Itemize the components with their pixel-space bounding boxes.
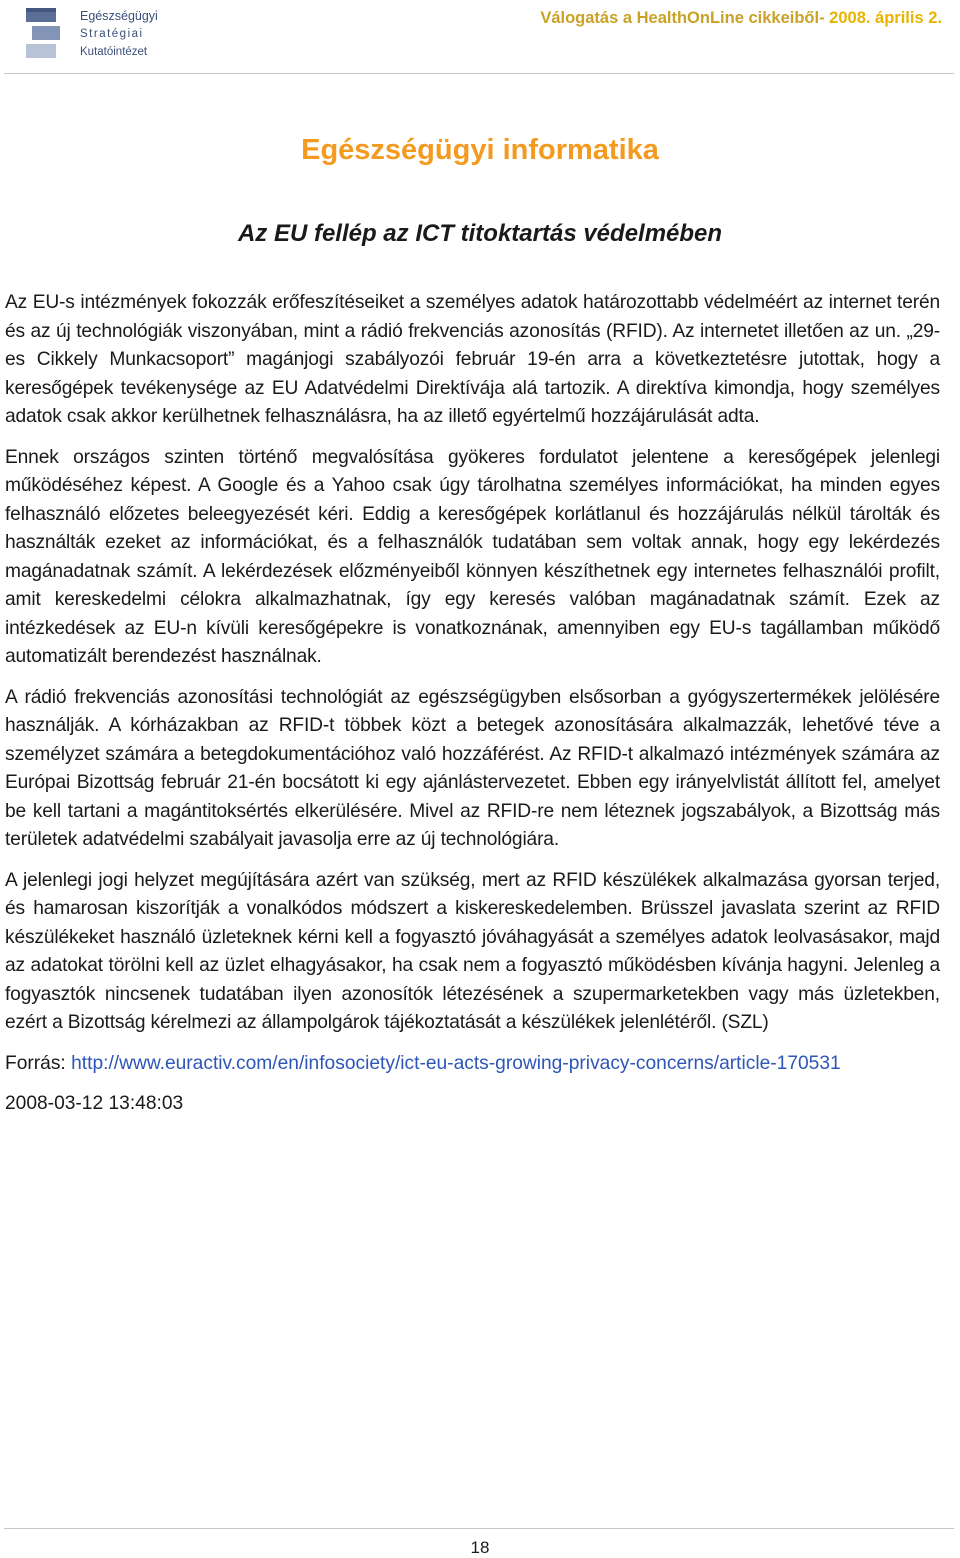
article-paragraph-3: A rádió frekvenciás azonosítási technológiát az egészségügyben elsősorban a gyógyszertermékek jelölésére használják. A kórházakban az RFID-t többek közt a betegek azonosítására alkalmazzák, lehetővé téve a személyzet számára a betegdokumentációhoz való hozzáférést. Az RFID-t alkalmazó intézmények számára az Európai Bizottság február 21-én bocsátott ki egy ajánlástervezetet. Ebben egy irányelvlistát állított fel, amelyet be kell tartani a magántitoksértés elkerülésére. Mivel az RFID-re nem léteznek jogszabályok, a Bizottság más területek adatvédelmi szabályait javasolja erre az új technológiára.	[5, 686, 940, 850]
page-number: 18	[470, 1538, 490, 1557]
article-body	[5, 289, 940, 1119]
article-title: Az EU fellép az ICT titoktartás védelmében	[237, 220, 723, 247]
source-line	[5, 1050, 940, 1079]
footer-divider	[4, 1528, 954, 1529]
article-paragraph-1: Az EU-s intézmények fokozzák erőfeszítéseiket a személyes adatok határozottabb védelméért az internet terén és az új technológiák viszonyában, mint a rádió frekvenciás azonosítás (RFID). Az internetet illetően az un. „29-es Cikkely Munkacsoport” magánjogi szabályozói február 19-én arra a következtetésre jutottak, hogy a keresőgépek tevékenysége az EU Adatvédelmi Direktívája alá tartozik. A direktíva kimondja, hogy személyes adatok csak akkor kerülhetnek felhasználásra, ha az illető egyértelmű hozzájárulását adta.	[5, 292, 940, 427]
section-title: Egészségügyi informatika	[301, 134, 659, 166]
header-divider	[4, 73, 954, 74]
article-paragraph-2: Ennek országos szinten történő megvalósítása gyökeres fordulatot jelentene a keresőgépek jelenlegi működéséhez képest. A Google és a Yahoo csak úgy tárolhatna személyes információkat, ha minden egyes felhasználó előzetes beleegyezését kéri. Eddig a keresőgépek korlátlanul és hozzájárulás nélkül tárolták és használták ezeket az információkat, és a felhasználók tudatában sem voltak annak, hogy egy lekérdezés magánadatnak számít. A lekérdezések előzményeiből könnyen készíthetnek egy internetes felhasználói profilt, amit kereskedelmi célokra alkalmazhatnak, így egy keresés valóban magánadatnak számít. Ezek az intézkedések az EU-n kívüli keresőgépekre is vonatkoznának, amennyiben egy EU-s tagállamban működő automatizált berendezést használnak.	[5, 446, 940, 667]
logo-line-1: Egészségügyi	[80, 9, 158, 23]
page-header	[0, 0, 960, 74]
logo-line-2: Stratégiai	[80, 28, 144, 40]
article-timestamp: 2008-03-12 13:48:03	[5, 1093, 184, 1114]
source-link[interactable]: http://www.euractiv.com/en/infosociety/ict-eu-acts-growing-privacy-concerns/article-170531	[71, 1052, 841, 1074]
logo-emblem-icon	[26, 6, 62, 62]
tagline-date: 2008. április 2.	[829, 9, 942, 27]
institute-logo	[22, 6, 162, 64]
source-label: Forrás:	[5, 1052, 72, 1074]
header-tagline	[540, 9, 942, 28]
article-paragraph-4: A jelenlegi jogi helyzet megújítására azért van szükség, mert az RFID készülékek alkalmazása gyorsan terjed, és hamarosan kiszorítják a vonalkódos módszert a kiskereskedelemben. Brüsszel javaslata szerint az RFID készülékeket használó üzleteknek kérni kell a fogyasztó jóváhagyását a személyes adatok leolvasásakor, majd az adatokat törölni kell az üzlet elhagyásakor, ha csak nem a fogyasztó működésben kívánja hagyni. Jelenleg a fogyasztók nincsenek tudatában ilyen azonosítók létezésének a szupermarketekben vagy más üzletekben, ezért a Bizottság kérelmezi az állampolgárok tájékoztatását a készülékek jelenlétéről. (SZL)	[5, 869, 940, 1033]
logo-line-3: Kutatóintézet	[80, 46, 148, 58]
tagline-text: Válogatás a HealthOnLine cikkeiből-	[540, 9, 825, 27]
